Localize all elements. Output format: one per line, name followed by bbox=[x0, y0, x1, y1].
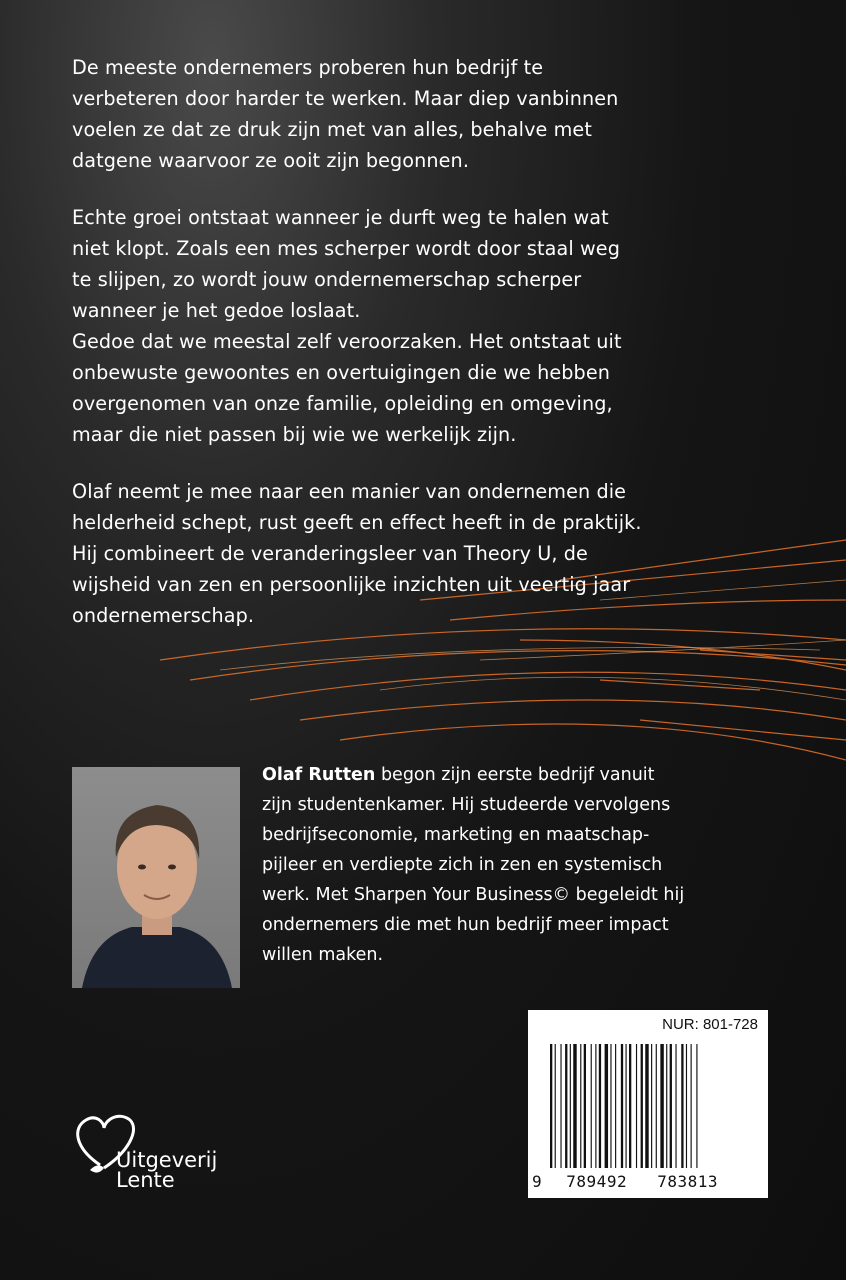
author-bio bbox=[262, 760, 802, 970]
author-bio-text: begon zijn eerste bedrijf vanuit zijn studentenkamer. Hij studeerde vervolgens bedrijfseconomie, marketing en maatschap- pijleer en verdiepte zich in zen en systemisch werk. Met Sharpen Your Business© begeleidt hij ondernemers die met hun bedrijf meer impact willen maken. bbox=[262, 765, 685, 965]
publisher-logo bbox=[70, 1110, 260, 1210]
author-photo bbox=[72, 767, 240, 988]
publisher-name-line2: Lente bbox=[116, 1168, 175, 1192]
barcode-bars bbox=[550, 1044, 760, 1182]
isbn-barcode bbox=[528, 1010, 768, 1198]
nur-code: NUR: 801-728 bbox=[662, 1016, 758, 1033]
author-name: Olaf Rutten bbox=[262, 765, 376, 785]
blurb-paragraph-3: Olaf neemt je mee naar een manier van ondernemen die helderheid schept, rust geeft en effect heeft in de praktijk. Hij combineert de veranderingsleer van Theory U, de wijsheid van zen en persoonlijke inzichten uit veertig jaar ondernemerschap. bbox=[72, 480, 642, 627]
isbn-right-digits: 783813 bbox=[657, 1172, 719, 1191]
blurb-paragraph-1: De meeste ondernemers proberen hun bedrijf te verbeteren door harder te werken. Maar diep vanbinnen voelen ze dat ze druk zijn met van alles, behalve met datgene waarvoor ze ooit zijn begonnen. bbox=[72, 56, 619, 172]
isbn-left-digits: 789492 bbox=[566, 1172, 628, 1191]
back-cover-blurb bbox=[72, 52, 792, 657]
isbn-digits bbox=[532, 1172, 764, 1191]
isbn-first-digit: 9 bbox=[532, 1172, 543, 1191]
publisher-name-line1: Uitgeverij bbox=[116, 1148, 218, 1172]
blurb-paragraph-2: Echte groei ontstaat wanneer je durft weg te halen wat niet klopt. Zoals een mes scherper wordt door staal weg te slijpen, zo wordt jouw ondernemerschap scherper wanneer je het gedoe loslaat. Gedoe dat we meestal zelf veroorzaken. Het ontstaat uit onbewuste gewoontes en overtuigingen die we hebben overgenomen van onze familie, opleiding en omgeving, maar die niet passen bij wie we werkelijk zijn. bbox=[72, 206, 622, 446]
